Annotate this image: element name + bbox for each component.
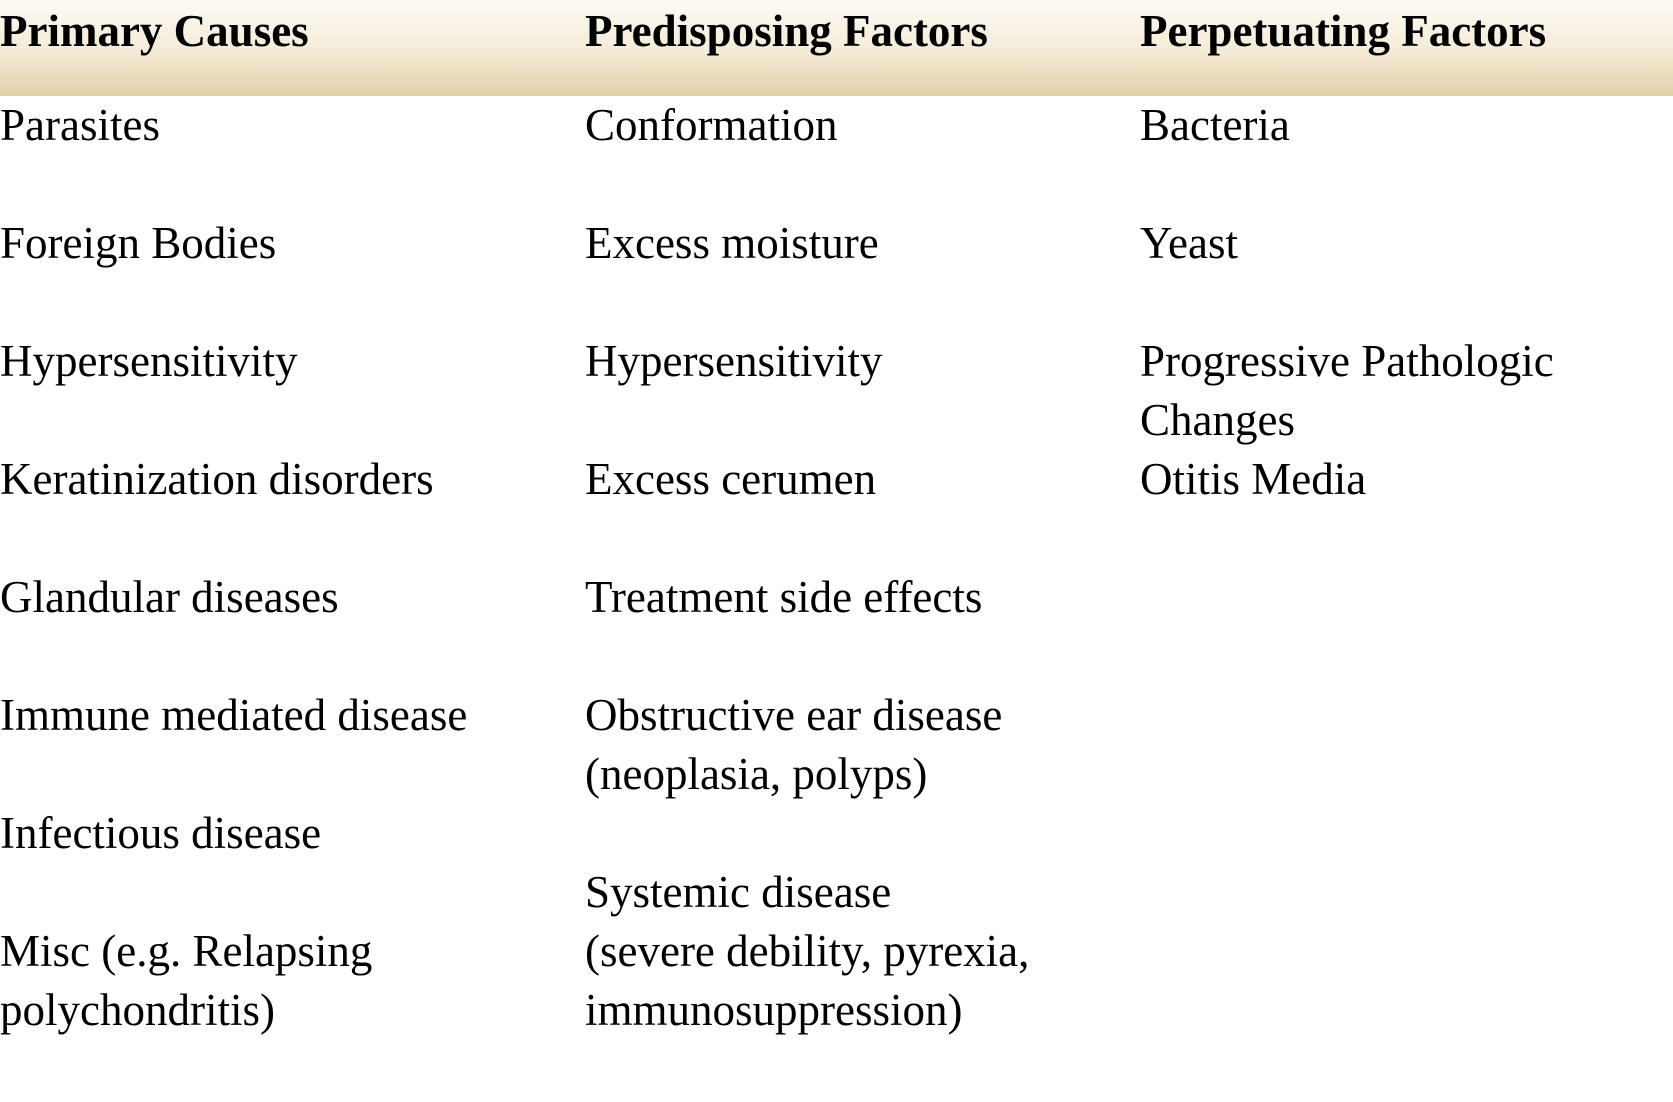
- header-primary-causes: Primary Causes: [0, 6, 309, 56]
- column-perpetuating-factors: [1140, 96, 1554, 568]
- header-perpetuating-factors: Perpetuating Factors: [1140, 6, 1547, 56]
- list-item: Yeast: [1140, 218, 1238, 268]
- list-item: Progressive Pathologic Changes: [1140, 336, 1554, 445]
- list-item: Bacteria: [1140, 100, 1290, 150]
- list-item: Keratinization disorders: [0, 454, 434, 504]
- table-header-row: [0, 0, 1673, 96]
- list-item: Foreign Bodies: [0, 218, 277, 268]
- list-item: Excess cerumen: [585, 454, 877, 504]
- list-item: Parasites: [0, 100, 160, 150]
- header-predisposing-factors: Predisposing Factors: [585, 6, 988, 56]
- list-item: Hypersensitivity: [0, 336, 298, 386]
- list-item: Obstructive ear disease (neoplasia, polyps): [585, 690, 1003, 799]
- list-item: Systemic disease (severe debility, pyrexia, immunosuppression): [585, 867, 1030, 1035]
- list-item: Infectious disease: [0, 808, 322, 858]
- list-item: Hypersensitivity: [585, 336, 883, 386]
- list-item: Otitis Media: [1140, 454, 1367, 504]
- list-item: Excess moisture: [585, 218, 879, 268]
- list-item: Immune mediated disease: [0, 690, 468, 740]
- column-primary-causes: [0, 96, 467, 1040]
- column-predisposing-factors: [585, 96, 1030, 1035]
- list-item: Conformation: [585, 100, 838, 150]
- list-item: Glandular diseases: [0, 572, 339, 622]
- list-item: Treatment side effects: [585, 572, 983, 622]
- list-item: Misc (e.g. Relapsing polychondritis): [0, 926, 373, 1035]
